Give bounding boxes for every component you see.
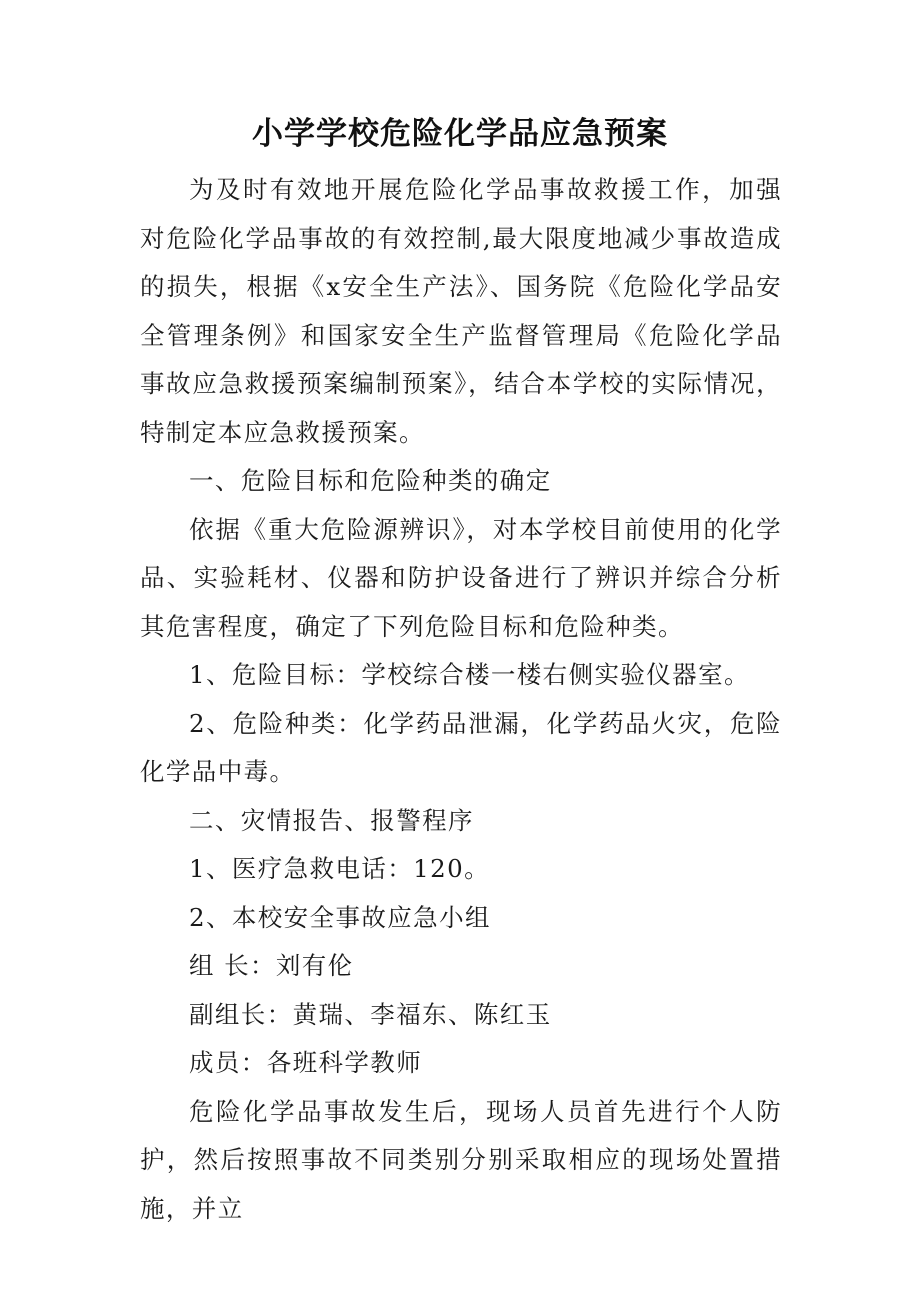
paragraph-emergency-phone: 1、医疗急救电话：120。	[189, 854, 491, 883]
section-heading-1: 一、危险目标和危险种类的确定	[189, 466, 552, 495]
paragraph-members: 成员：各班科学教师	[189, 1048, 423, 1077]
paragraph-emergency-team: 2、本校安全事故应急小组	[189, 902, 491, 932]
paragraph-intro: 为及时有效地开展危险化学品事故救援工作，加强对危险化学品事故的有效控制,最大限度地减少事故造成的损失，根据《x安全生产法》、国务院《危险化学品安全管理条例》和国家安全生产监督管理局《危险化学品事故应急救援预案编制预案》，结合本学校的实际情况，特制定本应急救援预案。	[140, 175, 782, 447]
paragraph-deputy-leaders: 副组长：黄瑞、李福东、陈红玉	[189, 999, 552, 1029]
paragraph-hazard-types: 2、危险种类：化学药品泄漏，化学药品火灾，危险化学品中毒。	[140, 708, 782, 786]
section-heading-2: 二、灾情报告、报警程序	[189, 805, 474, 835]
paragraph-identification: 依据《重大危险源辨识》，对本学校目前使用的化学品、实验耗材、仪器和防护设备进行了辨识并综合分析其危害程度，确定了下列危险目标和危险种类。	[140, 514, 782, 641]
paragraph-hazard-target: 1、危险目标：学校综合楼一楼右侧实验仪器室。	[189, 660, 750, 689]
paragraph-team-leader: 组 长：刘有伦	[189, 951, 354, 980]
paragraph-response: 危险化学品事故发生后，现场人员首先进行个人防护，然后按照事故不同类别分别采取相应的现场处置措施，并立	[140, 1096, 782, 1223]
document-body	[140, 166, 782, 1233]
document-title: 小学学校危险化学品应急预案	[252, 116, 668, 152]
